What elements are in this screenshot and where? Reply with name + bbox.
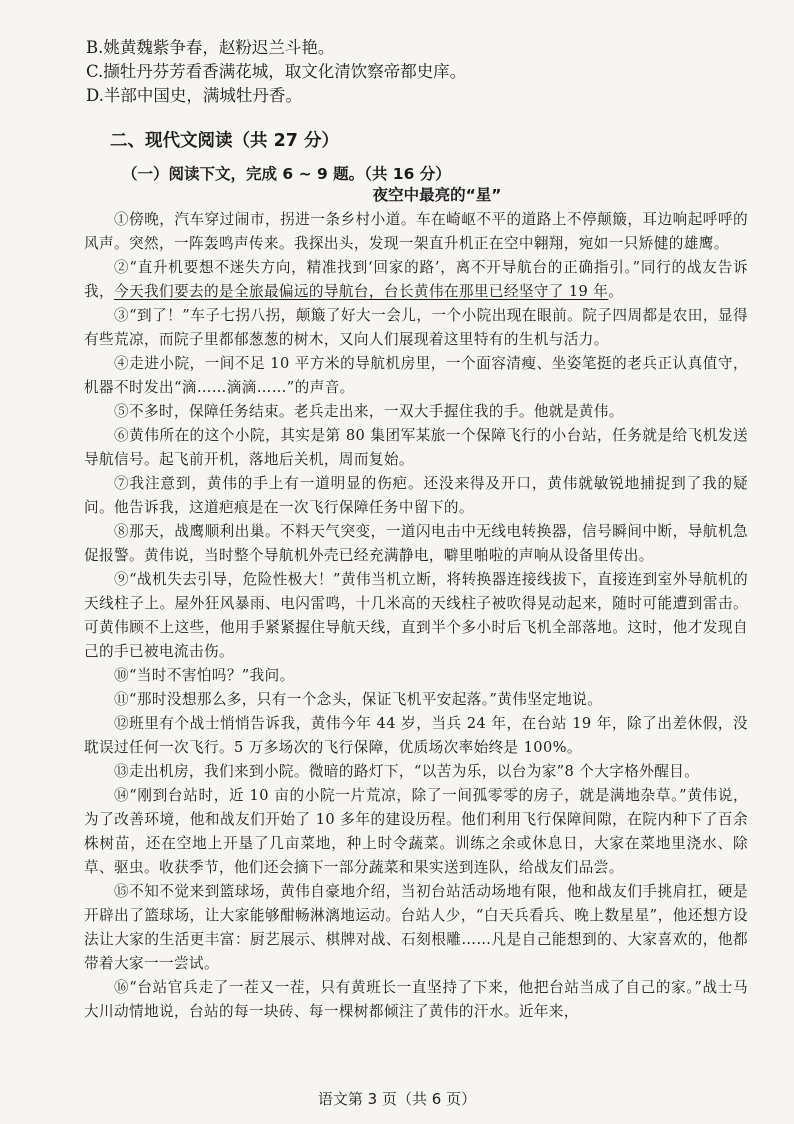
paragraph-7: ⑦我注意到，黄伟的手上有一道明显的伤疤。还没来得及开口，黄伟就敏锐地捕捉到了我的疑问。他告诉我，这道疤痕是在一次飞行保障任务中留下的。	[84, 475, 748, 516]
paragraph-2-tail: 。	[608, 283, 624, 300]
option-c: C.撷牡丹芬芳看香满花城，取文化清饮察帝都史庠。	[86, 62, 467, 81]
paragraph-8: ⑧那天，战鹰顺利出巢。不料天气突变，一道闪电击中无线电转换器，信号瞬间中断，导航机急促报警。黄伟说，当时整个导航机外壳已经充满静电，噼里啪啦的声响从设备里传出。	[84, 523, 748, 564]
subsection-title: （一）阅读下文，完成 6 ~ 9 题。（共 16 分）	[122, 165, 451, 183]
article-title: 夜空中最亮的“星”	[372, 186, 502, 204]
paragraph-3: ③“到了！”车子七拐八拐，颠簸了好大一会儿，一个小院出现在眼前。院子四周都是农田，显得有些荒凉，而院子里都郁葱葱的树木，又向人们展现着这里特有的生机与活力。	[84, 307, 749, 348]
paragraph-16: ⑯“台站官兵走了一茬又一茬，只有黄班长一直坚持了下来，他把台站当成了自己的家。”战士马大川动情地说，台站的每一块砖、每一棵树都倾注了黄伟的汗水。近年来，	[84, 979, 748, 1020]
paragraph-2	[84, 256, 748, 304]
paragraph-10: ⑩“当时不害怕吗？”我问。	[114, 667, 295, 684]
paragraph-9: ⑨“战机失去引导，危险性极大！”黄伟当机立断，将转换器连接线拔下，直接连到室外导航机的天线柱子上。屋外狂风暴雨、电闪雷鸣，十几米高的天线柱子被吹得晃动起来，随时可能遭到雷击。可黄伟顾不上这些，他用手紧紧握住导航天线，直到半个多小时后飞机全部落地。这时，他才发现自己的手已被电流击伤。	[84, 571, 748, 660]
page-footer: 语文第 3 页（共 6 页）	[317, 1090, 477, 1108]
article-body	[84, 208, 748, 1024]
paragraph-6: ⑥黄伟所在的这个小院，其实是第 80 集团军某旅一个保障飞行的小台站，任务就是给飞机发送导航信号。起飞前开机，落地后关机，周而复始。	[84, 427, 748, 468]
paragraph-15: ⑮不知不觉来到篮球场，黄伟自豪地介绍，当初台站活动场地有限，他和战友们手挑肩扛，硬是开辟出了篮球场，让大家能够酣畅淋漓地运动。台站人少，“白天兵看兵、晚上数星星”，他还想方设法让大家的生活更丰富：厨艺展示、棋牌对战、石刻根雕……凡是自己能想到的、大家喜欢的，他都带着大家一一尝试。	[84, 883, 748, 972]
paragraph-4: ④走进小院，一间不足 10 平方米的导航机房里，一个面容清瘦、坐姿笔挺的老兵正认真值守，机器不时发出“滴……滴滴……”的声音。	[84, 355, 748, 396]
paragraph-14: ⑭“刚到台站时，近 10 亩的小院一片荒凉，除了一间孤零零的房子，就是满地杂草。”黄伟说，为了改善环境，他和战友们开始了 10 多年的建设历程。他们利用飞行保障间隙，在院内种下了百余株树苗，还在空地上开垦了几亩菜地，种上时令蔬菜。训练之余或休息日，大家在菜地里浇水、除草、驱虫。收获季节，他们还会摘下一部分蔬菜和果实送到连队，给战友们品尝。	[84, 787, 748, 876]
section-title: 二、现代文阅读（共 27 分）	[110, 131, 340, 151]
option-b: B.姚黄魏紫争春，赵粉迟兰斗艳。	[86, 38, 335, 57]
paragraph-2-lead: ②“直升机要想不迷失方向，精准找到‘回家的路’，离不开导航台的正确指引。”同行的战友告诉我，	[84, 259, 748, 300]
paragraph-11: ⑪“那时没想那么多，只有一个念头，保证飞机平安起落。”黄伟坚定地说。	[114, 691, 603, 708]
paragraph-1: ①傍晚，汽车穿过闹市，拐进一条乡村小道。车在崎岖不平的道路上不停颠簸，耳边响起呼呼的风声。突然，一阵轰鸣声传来。我探出头，发现一架直升机正在空中翱翔，宛如一只矫健的雄鹰。	[84, 211, 748, 252]
underlined-sentence: 今天我们要去的是全旅最偏远的导航台，台长黄伟在那里已经坚守了 19 年	[114, 283, 609, 300]
paragraph-5: ⑤不多时，保障任务结束。老兵走出来，一双大手握住我的手。他就是黄伟。	[114, 403, 624, 420]
option-d: D.半部中国史，满城牡丹香。	[86, 86, 302, 105]
paragraph-13: ⑬走出机房，我们来到小院。微暗的路灯下，“以苦为乐，以台为家”8 个大字格外醒目。	[114, 763, 700, 780]
paragraph-12: ⑫班里有个战士悄悄告诉我，黄伟今年 44 岁，当兵 24 年，在台站 19 年，除了出差休假，没耽误过任何一次飞行。5 万多场次的飞行保障，优质场次率始终是 100%。	[84, 715, 748, 756]
